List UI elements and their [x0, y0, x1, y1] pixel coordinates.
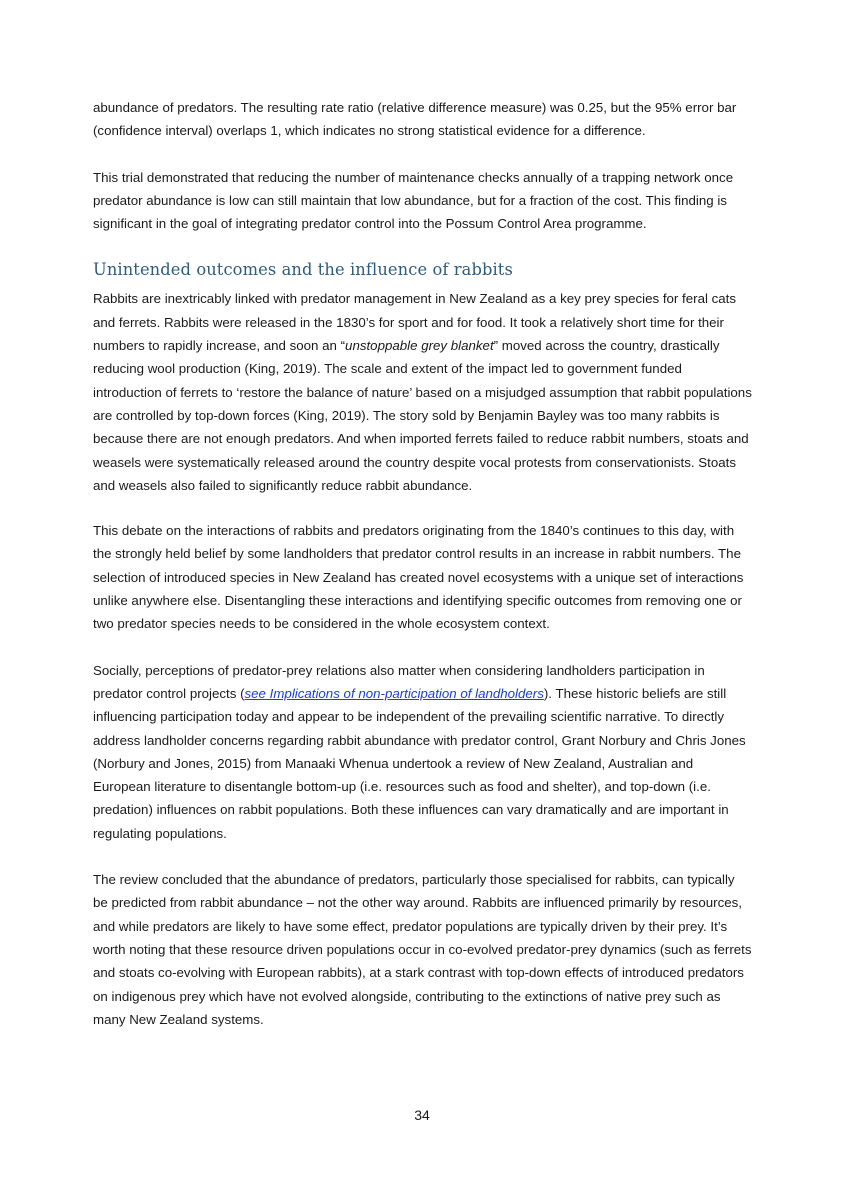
- text-run: ). These historic beliefs are still influencing participation today and appear to be independent of the prevailing scientific narrative. To directly address landholder concerns regarding rabbit abundance with predator control, Grant Norbury and Chris Jones (Norbury and Jones, 2015) from Manaaki Whenua undertook a review of New Zealand, Australian and European literature to disentangle bottom-up (i.e. resources such as food and shelter), and top-down (i.e. predation) influences on rabbit populations. Both these influences can vary dramatically and are important in regulating populations.: [93, 685, 746, 841]
- emphasis-quote: unstoppable grey blanket: [345, 338, 494, 354]
- cross-reference-link[interactable]: see Implications of non-participation of landholders: [244, 685, 544, 701]
- paragraph-debate: This debate on the interactions of rabbits and predators originating from the 1840’s continues to this day, with the strongly held belief by some landholders that predator control results in an increase in rabbit numbers. The selection of introduced species in New Zealand has created novel ecosystems with a unique set of interactions unlike anywhere else. Disentangling these interactions and identifying specific outcomes from removing one or two predator species needs to be considered in the whole ecosystem context.: [93, 523, 744, 632]
- paragraph-review-conclusion: The review concluded that the abundance of predators, particularly those specialised for rabbits, can typically be predicted from rabbit abundance – not the other way around. Rabbits are influenced primarily by resources, and while predators are likely to have some effect, predator populations are typically driven by their prey. It’s worth noting that these resource driven populations occur in co-evolved predator-prey dynamics (such as ferrets and stoats co-evolving with European rabbits), at a stark contrast with top-down effects of introduced predators on indigenous prey which have not evolved alongside, contributing to the extinctions of native prey such as many New Zealand systems.: [93, 872, 752, 1027]
- paragraph-rabbits-history: [93, 287, 753, 497]
- paragraph-social-perceptions: [93, 659, 753, 845]
- text-run: Socially, perceptions of predator-prey relations also matter when considering landholders participation in predator control projects (: [93, 662, 705, 701]
- paragraph-rate-ratio: abundance of predators. The resulting rate ratio (relative difference measure) was 0.25, but the 95% error bar (confidence interval) overlaps 1, which indicates no strong statistical evidence for a difference.: [93, 100, 737, 139]
- paragraph-trial-conclusion: This trial demonstrated that reducing the number of maintenance checks annually of a trapping network once predator abundance is low can still maintain that low abundance, but for a fraction of the cost. This finding is significant in the goal of integrating predator control into the Possum Control Area programme.: [93, 169, 734, 232]
- text-run: ” moved across the country, drastically reducing wool production (King, 2019). The scale and extent of the impact led to government funded introduction of ferrets to ‘restore the balance of nature’ based on a misjudged assumption that rabbit populations are controlled by top-down forces (King, 2019). The story sold by Benjamin Bayley was too many rabbits is because there are not enough predators. And when imported ferrets failed to reduce rabbit numbers, stoats and weasels were systematically released around the country despite vocal protests from conservationists. Stoats and weasels also failed to significantly reduce rabbit abundance.: [93, 338, 752, 493]
- text-run: Rabbits are inextricably linked with predator management in New Zealand as a key prey species for feral cats and ferrets. Rabbits were released in the 1830’s for sport and for food. It took a relatively short time for their numbers to rapidly increase, and soon an “: [93, 291, 736, 354]
- section-heading: Unintended outcomes and the influence of rabbits: [93, 260, 513, 280]
- page-number: 34: [414, 1107, 430, 1123]
- document-body: [93, 96, 753, 1054]
